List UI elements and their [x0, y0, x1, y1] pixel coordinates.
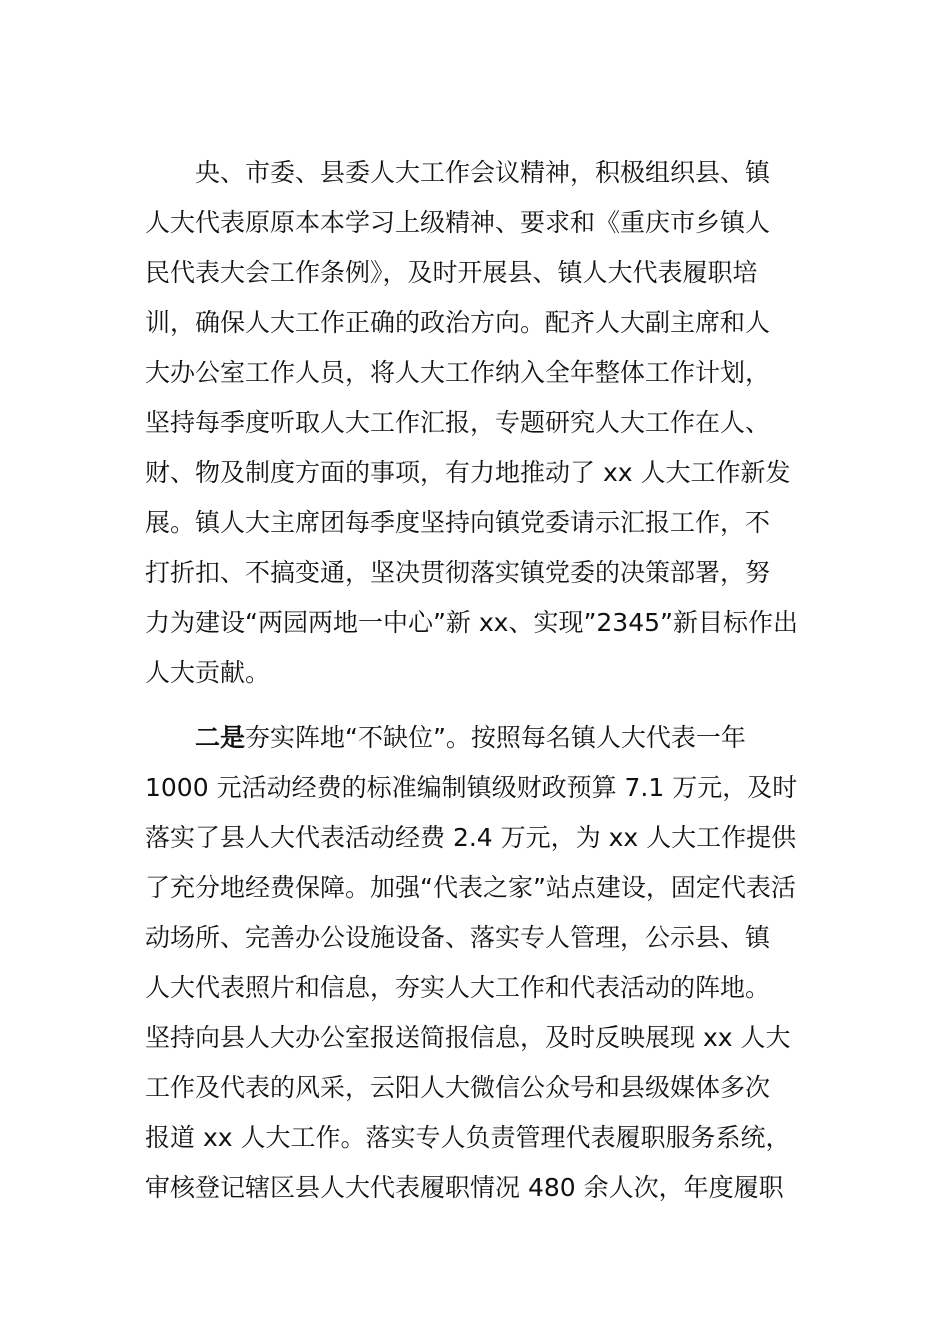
- paragraph-line: 了充分地经费保障。加强“代表之家”站点建设，固定代表活: [145, 873, 796, 902]
- paragraph-line: 审核登记辖区县人大代表履职情况 480 余人次，年度履职: [145, 1173, 784, 1202]
- paragraph-line: 大办公室工作人员，将人大工作纳入全年整体工作计划，: [145, 358, 771, 387]
- paragraph-line: 工作及代表的风采，云阳人大微信公众号和县级媒体多次: [145, 1073, 771, 1102]
- paragraph-line: 落实了县人大代表活动经费 2.4 万元，为 xx 人大工作提供: [145, 823, 797, 852]
- paragraph-line: 人大贡献。: [145, 658, 271, 687]
- paragraph-line: 人大代表照片和信息，夯实人大工作和代表活动的阵地。: [145, 973, 771, 1002]
- paragraph-1: [145, 148, 810, 698]
- paragraph-line: 财、物及制度方面的事项，有力地推动了 xx 人大工作新发: [145, 458, 791, 487]
- paragraph-2: [145, 713, 810, 1213]
- paragraph-spacer: [145, 698, 810, 713]
- section-lead-text: 夯实阵地“不缺位”。按照每名镇人大代表一年: [245, 723, 746, 752]
- document-body: [145, 148, 810, 1213]
- paragraph-line: 坚持向县人大办公室报送简报信息，及时反映展现 xx 人大: [145, 1023, 791, 1052]
- paragraph-line: 展。镇人大主席团每季度坚持向镇党委请示汇报工作，不: [145, 508, 771, 537]
- paragraph-line: 坚持每季度听取人大工作汇报，专题研究人大工作在人、: [145, 408, 771, 437]
- paragraph-first-line: [145, 713, 810, 763]
- section-lead-bold: 二是: [195, 723, 246, 752]
- paragraph-line: 央、市委、县委人大工作会议精神，积极组织县、镇: [195, 158, 771, 187]
- paragraph-line: 动场所、完善办公设施设备、落实专人管理，公示县、镇: [145, 923, 771, 952]
- paragraph-line: 训，确保人大工作正确的政治方向。配齐人大副主席和人: [145, 308, 771, 337]
- paragraph-line: 人大代表原原本本学习上级精神、要求和《重庆市乡镇人: [145, 208, 771, 237]
- paragraph-line: 1000 元活动经费的标准编制镇级财政预算 7.1 万元，及时: [145, 773, 798, 802]
- paragraph-line: 力为建设“两园两地一中心”新 xx、实现”2345”新目标作出: [145, 608, 798, 637]
- paragraph-line: 报道 xx 人大工作。落实专人负责管理代表履职服务系统，: [145, 1123, 791, 1152]
- paragraph-line: 民代表大会工作条例》，及时开展县、镇人大代表履职培: [145, 258, 758, 287]
- paragraph-line: 打折扣、不搞变通，坚决贯彻落实镇党委的决策部署，努: [145, 558, 771, 587]
